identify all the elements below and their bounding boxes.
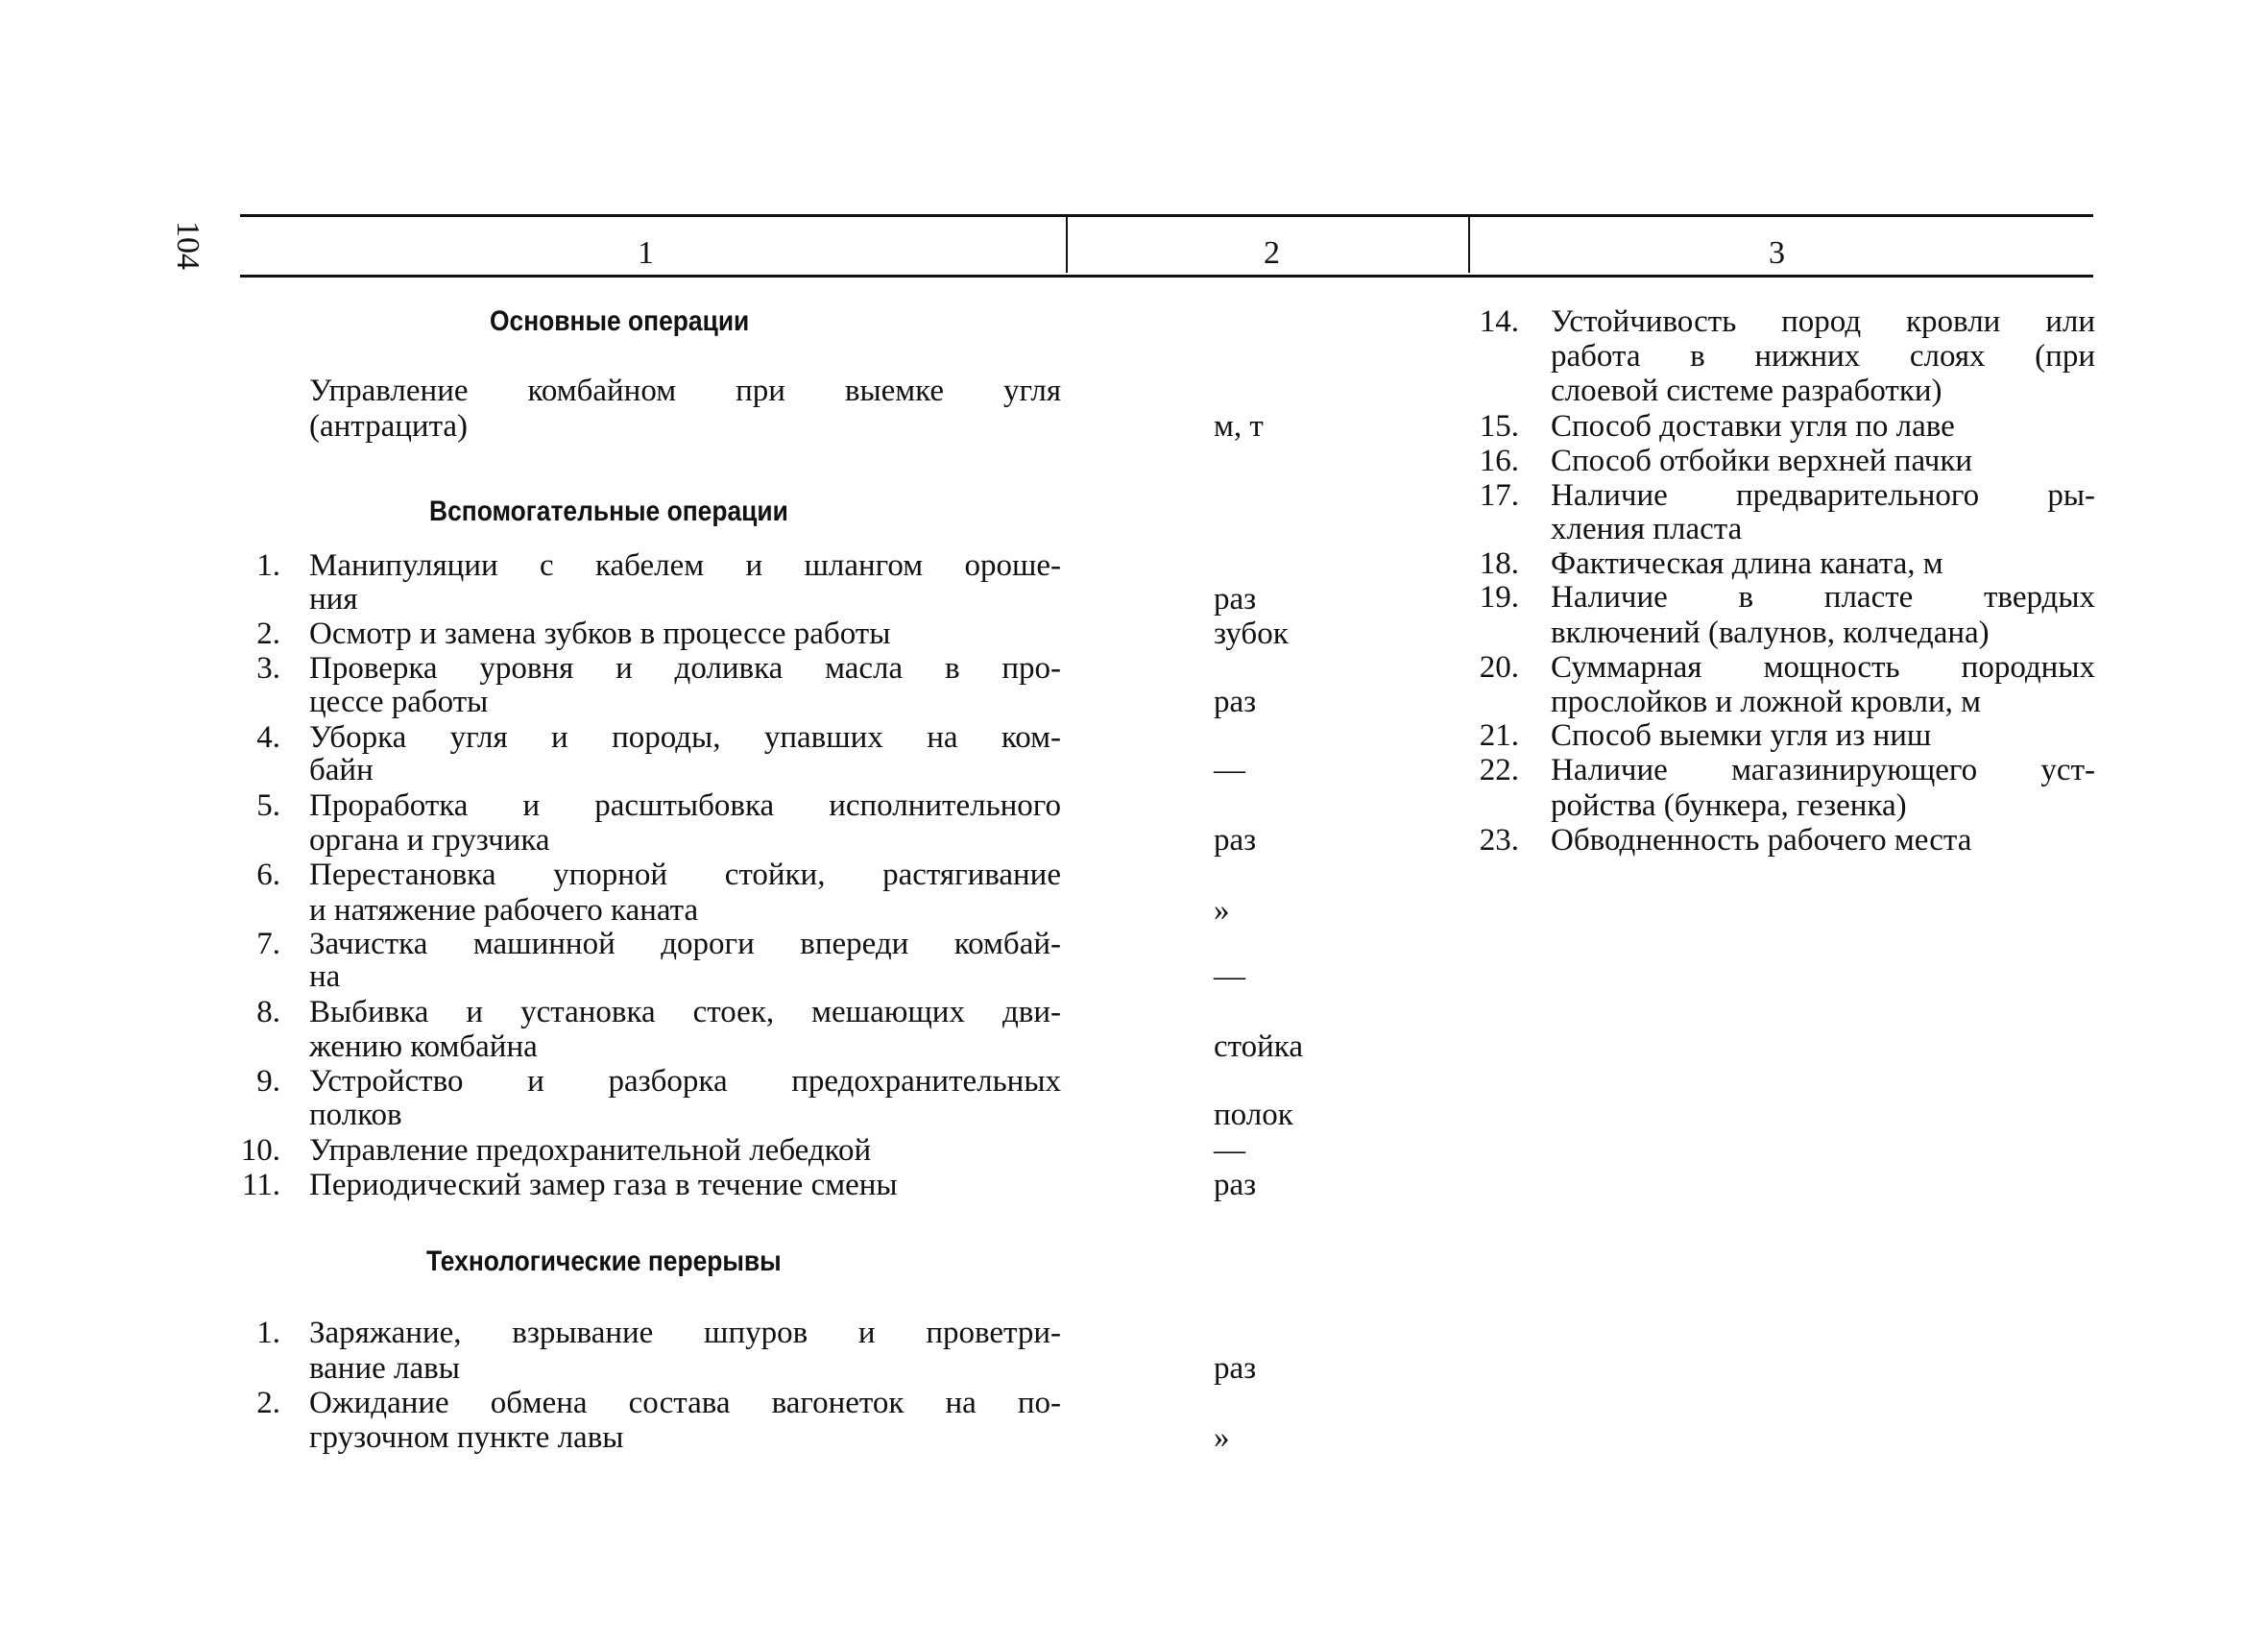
unit-cell: зубок: [1214, 617, 1289, 651]
section-heading: Технологические перерывы: [426, 1246, 782, 1277]
item-number: 10.: [240, 1133, 280, 1168]
operation-text: органа и грузчика: [309, 823, 550, 858]
unit-cell: раз: [1214, 1168, 1257, 1202]
factor-number: 21.: [1479, 718, 1519, 753]
column-header-3: 3: [1769, 235, 1785, 271]
item-number: 2.: [256, 1386, 280, 1420]
factor-number: 23.: [1479, 823, 1519, 858]
item-number: 3.: [256, 651, 280, 686]
item-number: 1.: [256, 548, 280, 583]
operation-text: грузочном пункте лавы: [309, 1420, 624, 1455]
factor-text: Способ доставки угля по лаве: [1551, 409, 1955, 444]
operation-text: Перестановка упорной стойки, растягивание: [309, 858, 1061, 892]
operation-text: Зачистка машинной дороги впереди комбай-: [309, 927, 1061, 961]
operation-text: байн: [309, 753, 374, 787]
operation-text: и натяжение рабочего каната: [309, 893, 699, 928]
item-number: 11.: [241, 1168, 280, 1202]
operation-text: Периодический замер газа в течение смены: [309, 1168, 898, 1202]
unit-cell: —: [1214, 753, 1245, 787]
factor-text: работа в нижних слоях (при: [1551, 339, 2095, 374]
section-heading: Основные операции: [490, 305, 750, 337]
item-number: 6.: [256, 858, 280, 892]
operation-text: (антрацита): [309, 409, 469, 444]
item-number: 9.: [256, 1064, 280, 1099]
column-divider: [1066, 217, 1068, 273]
unit-cell: м, т: [1214, 409, 1264, 444]
unit-cell: раз: [1214, 1351, 1257, 1386]
factor-number: 18.: [1479, 546, 1519, 581]
item-number: 2.: [256, 617, 280, 651]
factor-text: Наличие магазинирующего уст-: [1551, 753, 2095, 787]
factor-number: 15.: [1479, 409, 1519, 444]
operation-text: Управление предохранительной лебедкой: [309, 1133, 872, 1168]
item-number: 7.: [256, 927, 280, 961]
unit-cell: стойка: [1214, 1029, 1303, 1064]
operation-text: Устройство и разборка предохранительных: [309, 1064, 1061, 1099]
section-heading: Вспомогательные операции: [429, 496, 788, 527]
operation-text: на: [309, 959, 341, 994]
factor-text: Фактическая длина каната, м: [1551, 546, 1943, 581]
factor-text: Устойчивость пород кровли или: [1551, 304, 2095, 339]
unit-cell: раз: [1214, 685, 1257, 719]
operation-text: Управление комбайном при выемке угля: [309, 374, 1061, 408]
table-header-rule: [240, 275, 2093, 278]
factor-number: 22.: [1479, 753, 1519, 787]
factor-number: 19.: [1479, 580, 1519, 615]
operation-text: цессе работы: [309, 685, 489, 719]
factor-number: 16.: [1479, 444, 1519, 478]
factor-text: хления пласта: [1551, 512, 1743, 546]
column-header-2: 2: [1264, 235, 1280, 271]
unit-cell: полок: [1214, 1098, 1293, 1132]
operation-text: Осмотр и замена зубков в процессе работы: [309, 617, 891, 651]
item-number: 5.: [256, 788, 280, 823]
factor-text: Суммарная мощность породных: [1551, 650, 2095, 685]
unit-cell: —: [1214, 959, 1245, 994]
item-number: 8.: [256, 995, 280, 1029]
item-number: 1.: [256, 1316, 280, 1350]
unit-cell: раз: [1214, 823, 1257, 858]
unit-cell: »: [1214, 893, 1230, 928]
unit-cell: раз: [1214, 582, 1257, 617]
operation-text: вание лавы: [309, 1351, 460, 1386]
factor-text: Обводненность рабочего места: [1551, 823, 1972, 858]
page-number: 104: [170, 221, 205, 270]
column-header-1: 1: [638, 235, 654, 271]
unit-cell: »: [1214, 1420, 1230, 1455]
factor-text: Наличие в пласте твердых: [1551, 580, 2095, 615]
factor-text: Способ выемки угля из ниш: [1551, 718, 1932, 753]
factor-number: 14.: [1479, 304, 1519, 339]
factor-text: включений (валунов, колчедана): [1551, 616, 1990, 650]
operation-text: Заряжание, взрывание шпуров и проветри-: [309, 1316, 1061, 1350]
factor-number: 17.: [1479, 478, 1519, 513]
operation-text: Ожидание обмена состава вагонеток на по-: [309, 1386, 1061, 1420]
operation-text: Манипуляции с кабелем и шлангом ороше-: [309, 548, 1061, 583]
table-top-rule: [240, 214, 2093, 217]
operation-text: Выбивка и установка стоек, мешающих дви-: [309, 995, 1061, 1029]
operation-text: жению комбайна: [309, 1029, 538, 1064]
factor-text: прослойков и ложной кровли, м: [1551, 685, 1982, 719]
operation-text: полков: [309, 1098, 402, 1132]
factor-text: ройства (бункера, гезенка): [1551, 788, 1907, 823]
operation-text: Уборка угля и породы, упавших на ком-: [309, 720, 1061, 755]
factor-text: Способ отбойки верхней пачки: [1551, 444, 1973, 478]
operation-text: Проверка уровня и доливка масла в про-: [309, 651, 1061, 686]
item-number: 4.: [256, 720, 280, 755]
factor-text: Наличие предварительного ры-: [1551, 478, 2095, 513]
operation-text: ния: [309, 582, 358, 617]
unit-cell: —: [1214, 1133, 1245, 1168]
factor-number: 20.: [1479, 650, 1519, 685]
factor-text: слоевой системе разработки): [1551, 374, 1942, 408]
column-divider: [1468, 217, 1470, 273]
operation-text: Проработка и расштыбовка исполнительного: [309, 788, 1061, 823]
